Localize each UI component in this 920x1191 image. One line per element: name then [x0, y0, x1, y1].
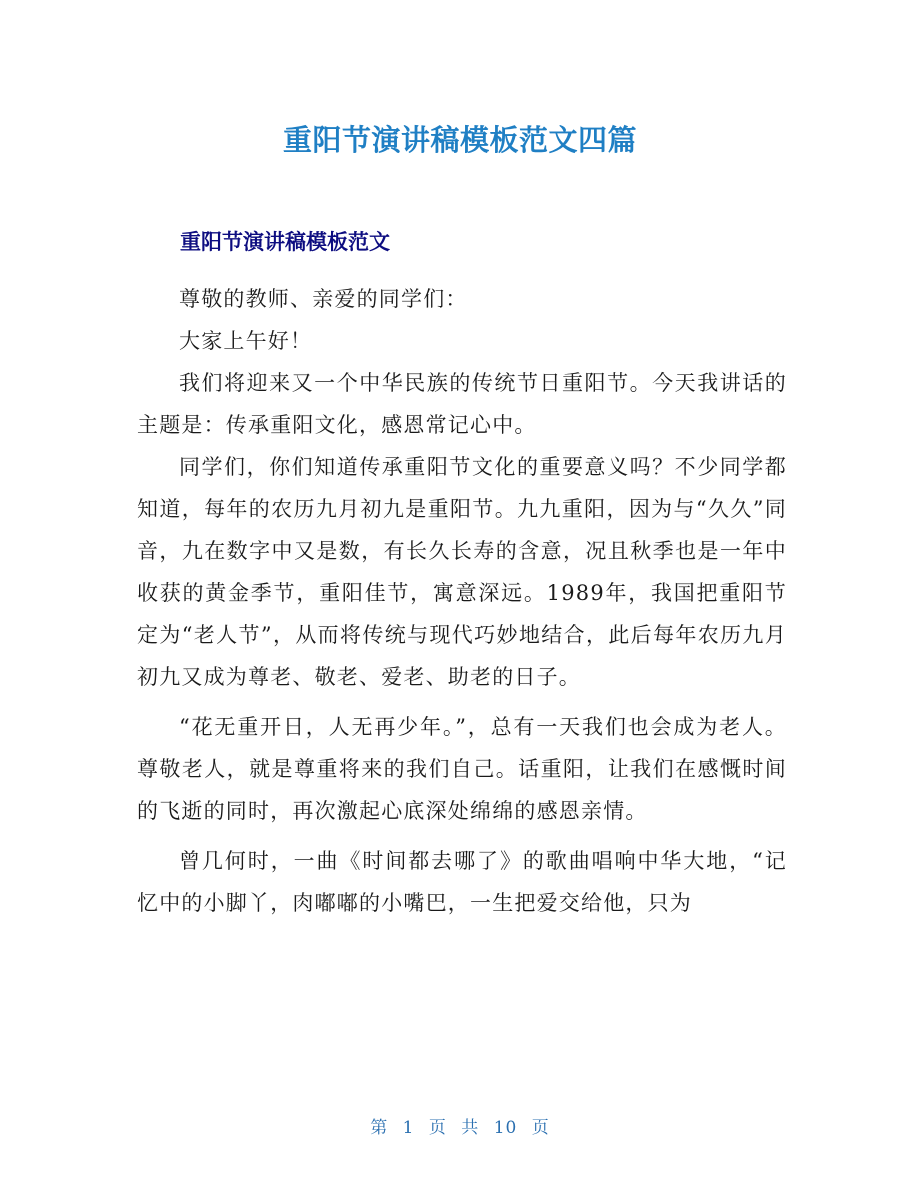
page-number-footer: 第 1 页 共 10 页: [370, 1118, 550, 1138]
section-heading: 重阳节演讲稿模板范文: [180, 230, 390, 254]
paragraph-meaning: 同学们，你们知道传承重阳节文化的重要意义吗？不少同学都知道，每年的农历九月初九是重阳节。九九重阳，因为与“久久”同音，九在数字中又是数，有长久长寿的含意，况且秋季也是一年中收获的黄金季节，重阳佳节，寓意深远。1989年，我国把重阳节定为“老人节”，从而将传统与现代巧妙地结合，此后每年农历九月初九又成为尊老、敬老、爱老、助老的日子。: [137, 455, 787, 689]
paragraph-poem: “花无重开日，人无再少年。”，总有一天我们也会成为老人。尊敬老人，就是尊重将来的我们自己。话重阳，让我们在感慨时间的飞逝的同时，再次激起心底深处绵绵的感恩亲情。: [137, 715, 787, 823]
paragraph-song: 曾几何时，一曲《时间都去哪了》的歌曲唱响中华大地，“记忆中的小脚丫，肉嘟嘟的小嘴巴，一生把爱交给他，只为: [137, 849, 787, 915]
document-body: [137, 278, 787, 924]
paragraph-intro: 我们将迎来又一个中华民族的传统节日重阳节。今天我讲话的主题是：传承重阳文化，感恩常记心中。: [137, 371, 787, 437]
paragraph-greeting: 尊敬的教师、亲爱的同学们：: [179, 287, 468, 311]
document-title: 重阳节演讲稿模板范文四篇: [282, 123, 637, 157]
paragraph-hello: 大家上午好！: [179, 329, 313, 353]
